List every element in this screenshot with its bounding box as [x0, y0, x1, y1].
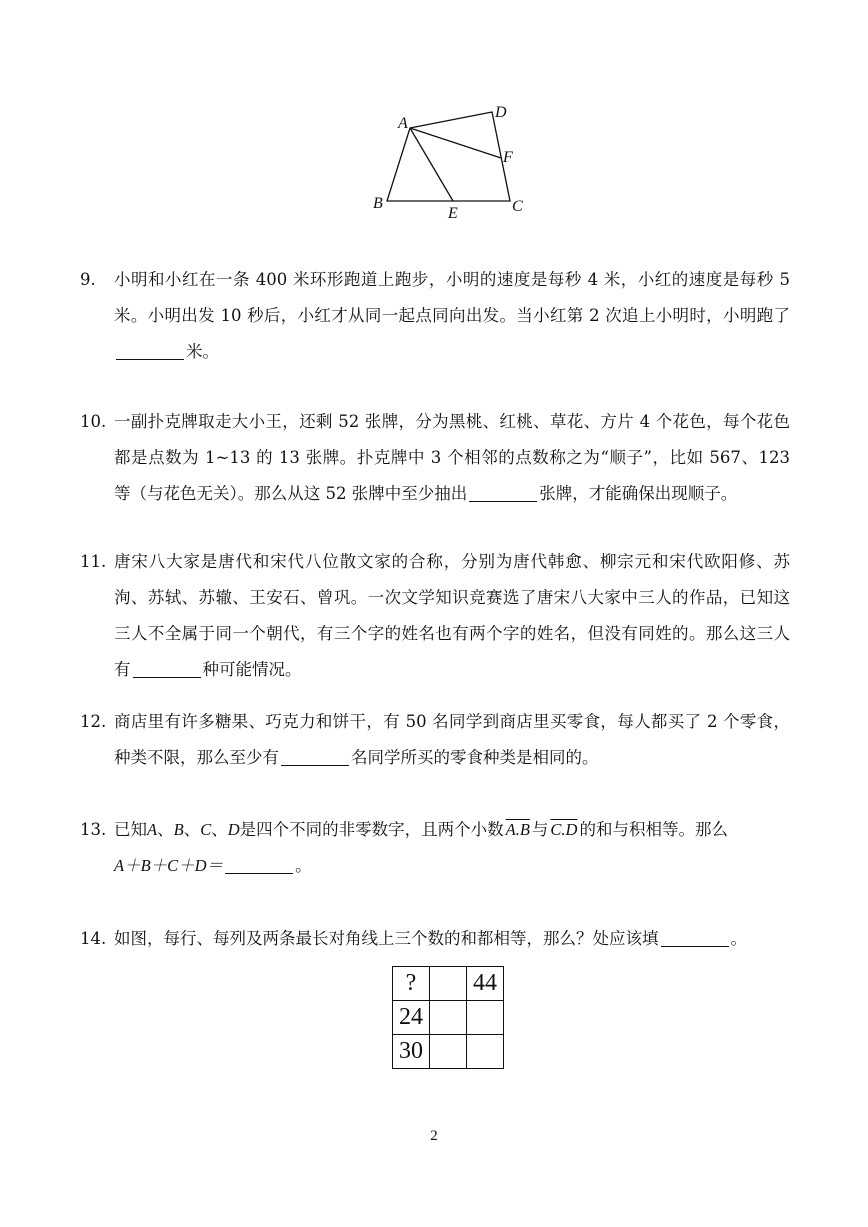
question-12	[80, 704, 790, 776]
sum-expression: A＋B＋C＋D＝	[114, 856, 224, 875]
answer-blank[interactable]	[469, 483, 537, 502]
grid-row	[393, 967, 504, 1001]
question-10	[80, 404, 790, 512]
label-d: D	[495, 104, 507, 121]
question-text: 唐宋八大家是唐代和宋代八位散文家的合称，分别为唐代韩愈、柳宗元和宋代欧阳修、苏洵、苏轼、苏辙、王安石、曾巩。一次文学知识竞赛选了唐宋八大家中三人的作品，已知这三人不全属于同一个朝代，有三个字的姓名也有两个字的姓名，但没有同姓的。那么这三人有 种可能情况。	[114, 552, 790, 679]
question-11	[80, 544, 790, 688]
grid-cell: 44	[467, 967, 504, 1001]
question-text: 一副扑克牌取走大小王，还剩 52 张牌，分为黑桃、红桃、草花、方片 4 个花色，每个花色都是点数为 1~13 的 13 张牌。扑克牌中 3 个相邻的点数称之为“顺子”，比如 567、123 等（与花色无关）。那么从这 52 张牌中至少抽出 张牌，才能确保出现顺子。	[114, 412, 790, 503]
decimal-ab: A.B	[505, 820, 530, 839]
label-c: C	[512, 198, 523, 215]
grid-cell: ?	[393, 967, 430, 1001]
question-9	[80, 262, 790, 370]
answer-blank[interactable]	[281, 747, 349, 766]
segment-af	[410, 128, 501, 158]
question-number: 9.	[80, 270, 96, 289]
grid-cell	[430, 1035, 467, 1069]
question-number: 11.	[80, 552, 107, 571]
magic-square-grid	[392, 966, 504, 1069]
question-text: 如图，每行、每列及两条最长对角线上三个数的和都相等，那么？处应该填 。	[114, 929, 747, 948]
label-b: B	[373, 195, 383, 212]
question-text: 商店里有许多糖果、巧克力和饼干，有 50 名同学到商店里买零食，每人都买了 2 个零食，种类不限，那么至少有 名同学所买的零食种类是相同的。	[114, 712, 790, 767]
question-number: 10.	[80, 412, 107, 431]
question-text: 已知A、B、C、D是四个不同的非零数字，且两个小数 A.B 与 C.D 的和与积相等。那么 A＋B＋C＋D＝ 。	[114, 820, 728, 875]
answer-blank[interactable]	[661, 928, 729, 947]
question-number: 12.	[80, 712, 107, 731]
grid-cell: 24	[393, 1001, 430, 1035]
grid-cell	[467, 1001, 504, 1035]
grid-cell	[467, 1035, 504, 1069]
question-text: 小明和小红在一条 400 米环形跑道上跑步，小明的速度是每秒 4 米，小红的速度是每秒 5 米。小明出发 10 秒后，小红才从同一起点同向出发。当小红第 2 次追上小明时，小明跑了米。	[114, 270, 790, 361]
grid-cell	[430, 1001, 467, 1035]
decimal-cd: C.D	[550, 820, 578, 839]
answer-blank[interactable]	[133, 659, 201, 678]
question-number: 13.	[80, 820, 107, 839]
quadrilateral-figure	[360, 100, 540, 225]
grid-row	[393, 1001, 504, 1035]
question-14	[80, 921, 790, 957]
answer-blank[interactable]	[116, 341, 184, 360]
grid-cell	[430, 967, 467, 1001]
grid-cell: 30	[393, 1035, 430, 1069]
answer-blank[interactable]	[225, 855, 293, 874]
question-13	[80, 812, 790, 884]
label-a: A	[398, 115, 408, 132]
grid-row	[393, 1035, 504, 1069]
label-f: F	[503, 149, 513, 166]
page-number: 2	[430, 1128, 438, 1144]
label-e: E	[448, 205, 458, 222]
segment-ae	[410, 128, 453, 201]
question-number: 14.	[80, 929, 107, 948]
